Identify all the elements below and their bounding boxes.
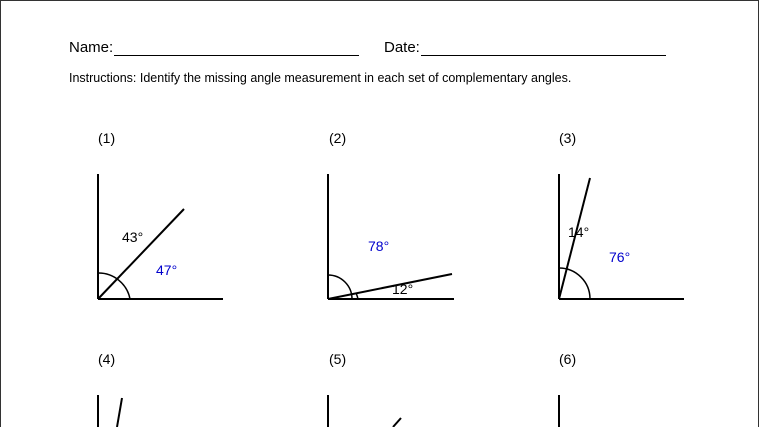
given-angle-label-2: 78° [368, 238, 390, 254]
angle-diagram-4 [98, 395, 122, 427]
given-angle-label-1: 47° [156, 262, 178, 278]
problem-number-3: (3) [559, 130, 577, 146]
angle-diagrams [1, 1, 758, 427]
dividing-ray-5 [393, 418, 401, 427]
problem-number-6: (6) [559, 351, 577, 367]
name-label: Name: [69, 39, 114, 56]
angle-diagram-5 [328, 395, 401, 427]
dividing-ray-1 [98, 209, 184, 299]
angle-diagram-2 [328, 174, 454, 299]
known-angle-label-1: 43° [122, 229, 144, 245]
instructions: Instructions: Identify the missing angle measurement in each set of complementary angles. [69, 71, 572, 85]
date-label: Date: [384, 39, 420, 56]
known-angle-label-3: 14° [568, 224, 590, 240]
dividing-ray-2 [328, 274, 452, 299]
angle-diagram-1 [98, 174, 223, 299]
problem-number-5: (5) [329, 351, 347, 367]
problem-number-4: (4) [98, 351, 116, 367]
dividing-ray-4 [117, 398, 122, 427]
problem-number-2: (2) [329, 130, 347, 146]
known-angle-label-2: 12° [392, 281, 414, 297]
given-angle-label-3: 76° [609, 249, 631, 265]
problem-number-1: (1) [98, 130, 116, 146]
